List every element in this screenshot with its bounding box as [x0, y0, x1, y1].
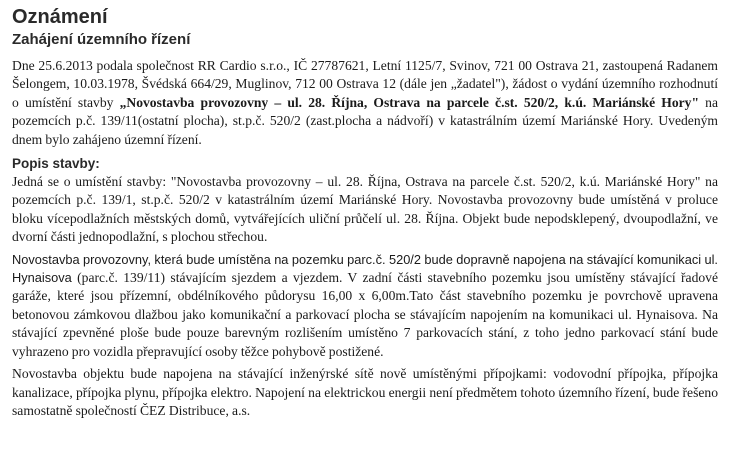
intro-text-start: Dne 25.6.2013 podala společnost RR Cardio s.r.o., IČ 27787621, Letní 1125/7, Svinov, 721 00 Ostrava 21, zastoupená Radanem Šelongem, 10.03.1978, Švédská 664/29, Muglinov, 712 00 Ostrava 12 (dále jen „žadatel"), žádost o vydání územního rozhodnutí o umístění stavby — [12, 58, 718, 110]
page-title: Oznámení — [12, 6, 108, 28]
section-heading: Popis stavby: — [12, 156, 100, 172]
project-name: „Novostavba provozovny – ul. 28. Října, Ostrava na parcele č.st. 520/2, k.ú. Mariánské Hory" — [119, 94, 700, 110]
description-paragraph-3: Novostavba objektu bude napojena na stávající inženýrské sítě nově umístěnými přípojkami: vodovodní přípojka, přípojka kanalizace, přípojka plynu, přípojka elektro. Napojení na elektrickou energii není předmětem tohoto územního řízení, bude řešeno samostatně společností ČEZ Distribuce, a.s. — [12, 366, 718, 418]
intro-text-end: na pozemcích p.č. 139/11(ostatní plocha), st.p.č. 520/2 (zast.plocha a nádvoří) v katastrálním území Mariánské Hory. Uvedeným dnem bylo zahájeno územní řízení. — [12, 94, 718, 147]
intro-paragraph — [12, 57, 718, 149]
parking-text: (parc.č. 139/11) stávajícím sjezdem a vjezdem. V zadní části stavebního pozemku jsou umístěny stávající řadové garáže, které jsou přízemní, obdélníkového půdorysu 16,00 x 6,00m.Tato část stavebního pozemku je povrchově upravena betonovou zámkovou dlažbou jako komunikační a parkovací plocha se stávajícím napojením na komunikaci ul. Hynaisova. Na stávající zpevněné ploše bude pouze barevným rozlišením umístěno 7 parkovacích stání, z toho jedno parkovací stání bude vyhrazeno pro vozidla přepravující osoby těžce pohybově postižené. — [12, 270, 718, 359]
access-text: Novostavba provozovny, která bude umístěna na pozemku parc.č. 520/2 bude dopravně napojena na stávající komunikaci ul. Hynaisova — [12, 251, 718, 286]
page-subtitle: Zahájení územního řízení — [12, 31, 191, 48]
description-paragraph-2 — [12, 251, 718, 361]
description-paragraph-1: Jedná se o umístění stavby: "Novostavba provozovny – ul. 28. Října, Ostrava na parcele č.st. 520/2, k.ú. Mariánské Hory" na pozemcích p.č. 139/1, st.p.č. 520/2 v katastrálním území Mariánské Hory. Novostavba provozovny bude umístěná v proluce bloku vícepodlažních městských domů, vytvářejících uliční průčelí ul. 28. Října. Objekt bude nepodsklepený, dvoupodlažní, ve dvorní části jednopodlažní, s plochou střechou. — [12, 174, 718, 245]
